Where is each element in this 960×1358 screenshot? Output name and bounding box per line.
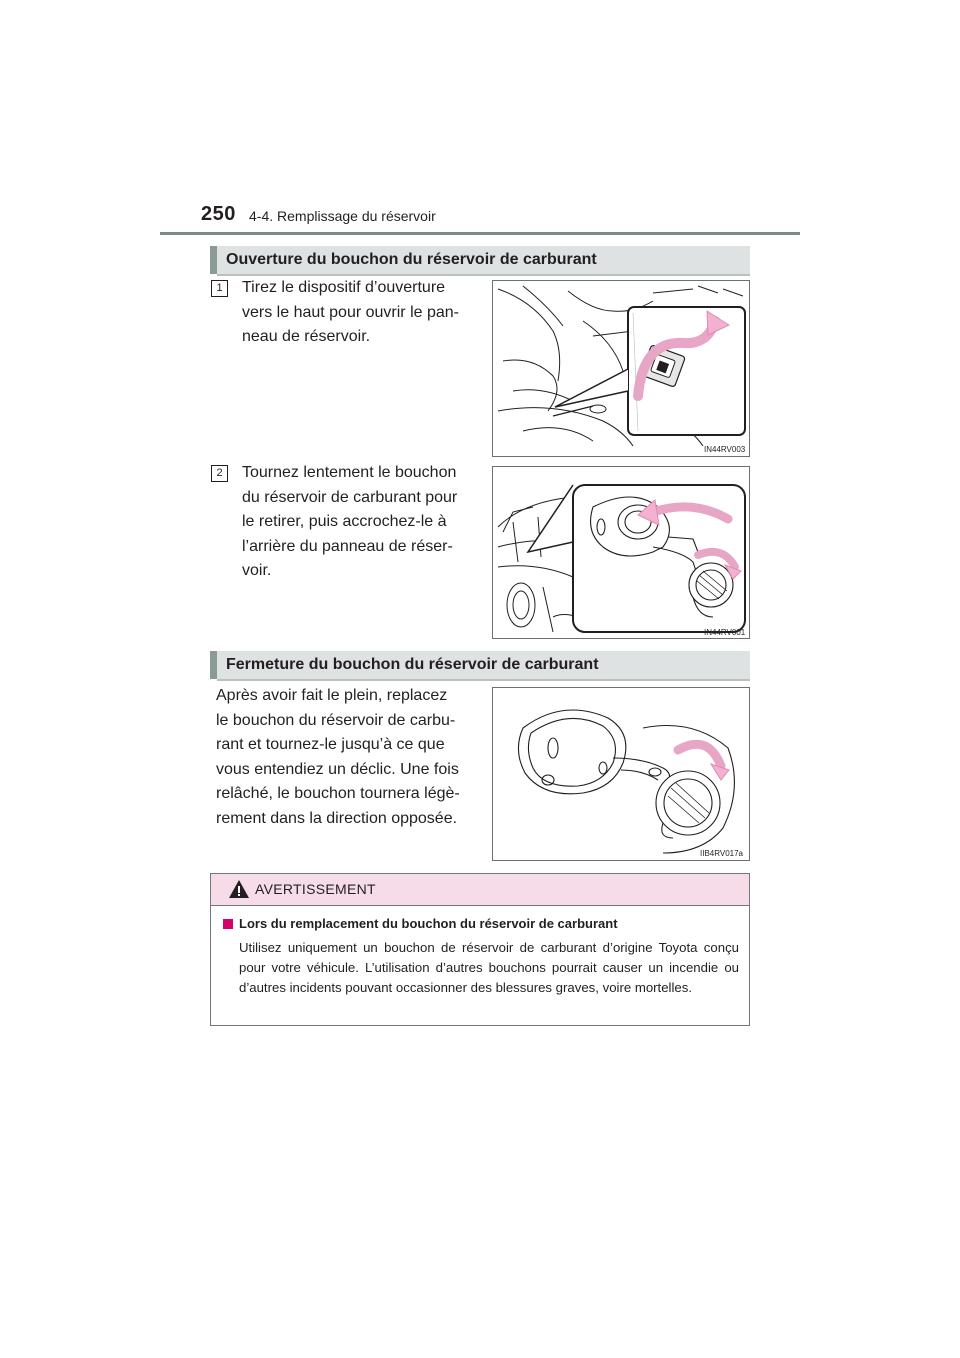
figure-close-fuel-cap (492, 687, 750, 861)
step-2-line: voir. (242, 562, 272, 579)
warning-header (211, 874, 749, 906)
warning-box (210, 873, 750, 1026)
section-title-opening-text: Ouverture du bouchon du réservoir de carburant (226, 251, 597, 268)
header-divider (160, 232, 800, 235)
figure-code-1: IN44RV003 (704, 445, 746, 454)
figure-fuel-door-opener (492, 280, 750, 457)
closing-line: vous entendiez un déclic. Une fois (216, 760, 459, 778)
step-1-line: Tirez le dispositif d’ouverture (242, 279, 446, 296)
figure-remove-fuel-cap (492, 466, 750, 639)
remove-fuel-cap-illustration (493, 467, 749, 638)
closing-line: rement dans la direction opposée. (216, 809, 458, 827)
fuel-door-opener-illustration (493, 281, 749, 456)
page-number: 250 (201, 203, 236, 225)
step-number-2: 2 (211, 465, 228, 482)
step-1-line: neau de réservoir. (242, 328, 371, 345)
figure-code-3: IIB4RV017a (700, 849, 743, 858)
closing-line: relâché, le bouchon tournera légè- (216, 785, 460, 802)
closing-line: Après avoir fait le plein, replacez (216, 687, 448, 704)
warning-label: AVERTISSEMENT (255, 881, 376, 897)
step-1-text (242, 276, 477, 350)
warning-triangle-icon (228, 879, 250, 899)
section-title-opening (210, 246, 750, 274)
step-2-line: l’arrière du panneau de réser- (242, 537, 453, 555)
step-number-1: 1 (211, 280, 228, 297)
section-title-closing (210, 651, 750, 679)
section-title-closing-text: Fermeture du bouchon du réservoir de carburant (226, 656, 599, 673)
bullet-square-icon (223, 919, 233, 929)
step-2-text (242, 461, 477, 584)
step-2-line: du réservoir de carburant pour (242, 488, 458, 506)
closing-line: rant et tournez-le jusqu’à ce que (216, 736, 445, 753)
step-2-line: le retirer, puis accrochez-le à (242, 513, 447, 530)
step-2-line: Tournez lentement le bouchon (242, 464, 457, 481)
warning-text: Utilisez uniquement un bouchon de réservoir de carburant d’origine Toyota conçu pour votre véhicule. L’utilisation d’autres bouchons pourrait causer un incendie ou d’autres incidents pouvant occasionner des blessures graves, voire mortelles. (239, 940, 739, 995)
figure-code-2: IN44RV001 (704, 628, 746, 637)
warning-subtitle: Lors du remplacement du bouchon du réservoir de carburant (239, 916, 618, 931)
close-fuel-cap-illustration (493, 688, 749, 860)
closing-text (216, 684, 477, 831)
section-header: 4-4. Remplissage du réservoir (249, 208, 436, 224)
closing-line: le bouchon du réservoir de carbu- (216, 711, 456, 729)
step-1-line: vers le haut pour ouvrir le pan- (242, 303, 459, 321)
